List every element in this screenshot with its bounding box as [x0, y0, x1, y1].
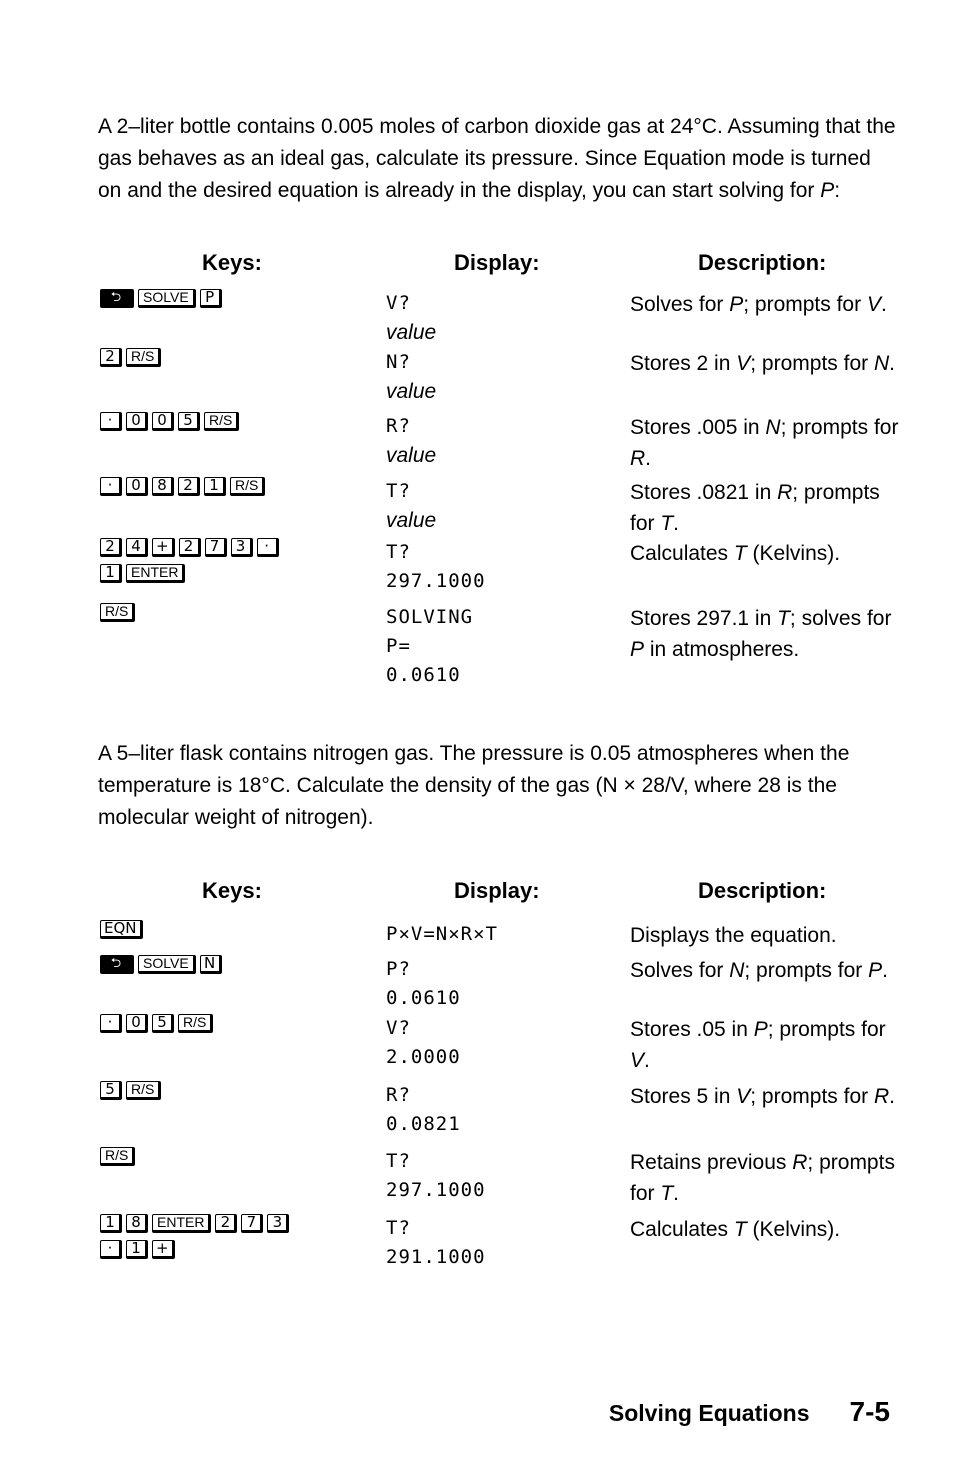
- display-output: [386, 477, 606, 535]
- keystroke-sequence: [100, 1147, 370, 1170]
- display-value-placeholder: value: [386, 380, 437, 403]
- calculator-key: ·: [100, 1014, 122, 1033]
- calculator-key: +: [152, 1240, 175, 1259]
- calculator-key: 4: [126, 538, 148, 557]
- display-line: P?: [386, 958, 411, 980]
- display-line: 0.0821: [386, 1113, 461, 1135]
- description-text: Stores .0821 in R; prompts for T.: [630, 481, 880, 535]
- page-footer: [609, 1396, 890, 1428]
- key-line: [100, 1147, 370, 1166]
- calculator-key: ENTER: [152, 1214, 211, 1233]
- display-line: T?: [386, 480, 411, 502]
- display-line: T?: [386, 541, 411, 563]
- display-line: V?: [386, 292, 411, 314]
- calculator-key: ·: [257, 538, 279, 557]
- key-line: [100, 348, 370, 367]
- keystroke-sequence: [100, 477, 370, 500]
- display-line: T?: [386, 1217, 411, 1239]
- display-line: 297.1000: [386, 1179, 486, 1201]
- description-text: Solves for N; prompts for P.: [630, 959, 888, 982]
- calculator-key: 5: [152, 1014, 174, 1033]
- calculator-key: 5: [100, 1081, 122, 1100]
- description-text: Stores .005 in N; prompts for R.: [630, 416, 899, 470]
- keystroke-sequence: [100, 348, 370, 371]
- calculator-key: 7: [241, 1214, 263, 1233]
- intro-paragraph-1: A 2–liter bottle contains 0.005 moles of carbon dioxide gas at 24°C. Assuming that the gas behaves as an ideal gas, calculate its pressure. Since Equation mode is turned on and the desired equation is already in the display, you can start solving for P:: [98, 115, 896, 202]
- display-line: SOLVING: [386, 606, 474, 628]
- key-line: [100, 1014, 370, 1033]
- key-line: [100, 1214, 370, 1233]
- display-line: R?: [386, 415, 411, 437]
- header-keys: Keys:: [202, 250, 262, 275]
- calculator-key: SOLVE: [138, 955, 196, 974]
- header-description: Description:: [698, 250, 827, 275]
- display-line: P=: [386, 635, 411, 657]
- header-display: Display:: [454, 250, 540, 275]
- calculator-key: 0: [126, 1014, 148, 1033]
- display-value-placeholder: value: [386, 509, 437, 532]
- description-text: Solves for P; prompts for V.: [630, 293, 887, 316]
- calculator-key: 8: [152, 477, 174, 496]
- display-output: [386, 1081, 606, 1139]
- key-line: [100, 920, 370, 939]
- display-line: V?: [386, 1017, 411, 1039]
- header-display: Display:: [454, 878, 540, 903]
- calculator-key: 0: [152, 412, 174, 431]
- calculator-key: 1: [204, 477, 226, 496]
- description-text: Stores 2 in V; prompts for N.: [630, 352, 895, 375]
- key-line: [100, 1240, 370, 1259]
- calculator-key: 3: [231, 538, 253, 557]
- description-text: Stores .05 in P; prompts for V.: [630, 1018, 886, 1072]
- display-output: [386, 955, 606, 1013]
- calculator-key: 2: [179, 538, 201, 557]
- display-line: 2.0000: [386, 1046, 461, 1068]
- key-line: [100, 603, 370, 622]
- calculator-key: 2: [100, 538, 122, 557]
- keystroke-sequence: [100, 920, 370, 943]
- key-line: [100, 538, 370, 557]
- calculator-key: ·: [100, 477, 122, 496]
- key-line: [100, 412, 370, 431]
- display-line: 291.1000: [386, 1246, 486, 1268]
- calculator-key: 8: [126, 1214, 148, 1233]
- page-number: 7-5: [849, 1396, 890, 1427]
- keystroke-sequence: [100, 538, 370, 587]
- keystroke-sequence: [100, 1014, 370, 1037]
- calculator-key: 2: [178, 477, 200, 496]
- calculator-key: 5: [178, 412, 200, 431]
- calculator-key: 2: [100, 348, 122, 367]
- key-line: [100, 955, 370, 974]
- keystroke-sequence: [100, 1081, 370, 1104]
- calculator-key: R/S: [204, 412, 239, 431]
- header-description: Description:: [698, 878, 827, 903]
- calculator-key: 1: [100, 564, 122, 583]
- display-line: R?: [386, 1084, 411, 1106]
- calculator-key: N: [200, 955, 222, 974]
- calculator-key: EQN: [100, 920, 143, 939]
- section-title: Solving Equations: [608, 1400, 810, 1426]
- calculator-key: R/S: [230, 477, 265, 496]
- key-line: [100, 564, 370, 583]
- display-output: [386, 538, 606, 596]
- description-text: Calculates T (Kelvins).: [630, 1218, 841, 1241]
- calculator-key: 7: [205, 538, 227, 557]
- calculator-key: +: [152, 538, 175, 557]
- calculator-key: ENTER: [126, 564, 185, 583]
- calculator-key: R/S: [100, 1147, 135, 1166]
- display-output: [386, 1014, 606, 1072]
- display-value-placeholder: value: [386, 444, 437, 467]
- display-output: [386, 348, 606, 406]
- calculator-key: 1: [100, 1214, 122, 1233]
- display-line: N?: [386, 351, 411, 373]
- calculator-key: 1: [126, 1240, 148, 1259]
- display-line: 0.0610: [386, 664, 461, 686]
- calculator-key: 3: [267, 1214, 289, 1233]
- calculator-key: 2: [215, 1214, 237, 1233]
- display-output: [386, 412, 606, 470]
- display-output: [386, 1147, 606, 1205]
- header-keys: Keys:: [202, 878, 262, 903]
- key-line: [100, 477, 370, 496]
- right-shift-key-icon: ⮌: [100, 289, 134, 308]
- keystroke-sequence: [100, 1214, 370, 1263]
- keystroke-sequence: [100, 412, 370, 435]
- display-output: [386, 1214, 606, 1272]
- key-line: [100, 289, 370, 308]
- keystroke-sequence: [100, 289, 370, 312]
- calculator-key: R/S: [100, 603, 135, 622]
- intro-paragraph-2: A 5–liter flask contains nitrogen gas. The pressure is 0.05 atmospheres when the temperature is 18°C. Calculate the density of the gas (N × 28/V, where 28 is the molecular weight of nitrogen).: [98, 742, 850, 829]
- key-line: [100, 1081, 370, 1100]
- keystroke-sequence: [100, 603, 370, 626]
- display-value-placeholder: value: [386, 321, 437, 344]
- display-output: [386, 603, 606, 690]
- display-output: [386, 920, 606, 949]
- calculator-key: ·: [100, 1240, 122, 1259]
- calculator-key: P: [200, 289, 222, 308]
- display-output: [386, 289, 606, 347]
- description-text: Calculates T (Kelvins).: [630, 542, 841, 565]
- display-line: T?: [386, 1150, 411, 1172]
- display-line: P×V=N×R×T: [386, 923, 498, 945]
- calculator-key: 0: [126, 477, 148, 496]
- calculator-key: ·: [100, 412, 122, 431]
- keystroke-sequence: [100, 955, 370, 978]
- description-text: Retains previous R; prompts for T.: [630, 1151, 895, 1205]
- description-text: Displays the equation.: [630, 924, 837, 947]
- calculator-key: R/S: [126, 1081, 161, 1100]
- description-text: Stores 297.1 in T; solves for P in atmospheres.: [630, 607, 892, 661]
- calculator-key: R/S: [178, 1014, 213, 1033]
- display-line: 0.0610: [386, 987, 461, 1009]
- description-text: Stores 5 in V; prompts for R.: [630, 1085, 895, 1108]
- right-shift-key-icon: ⮌: [100, 955, 134, 974]
- calculator-key: SOLVE: [138, 289, 196, 308]
- display-line: 297.1000: [386, 570, 486, 592]
- calculator-key: 0: [126, 412, 148, 431]
- calculator-key: R/S: [126, 348, 161, 367]
